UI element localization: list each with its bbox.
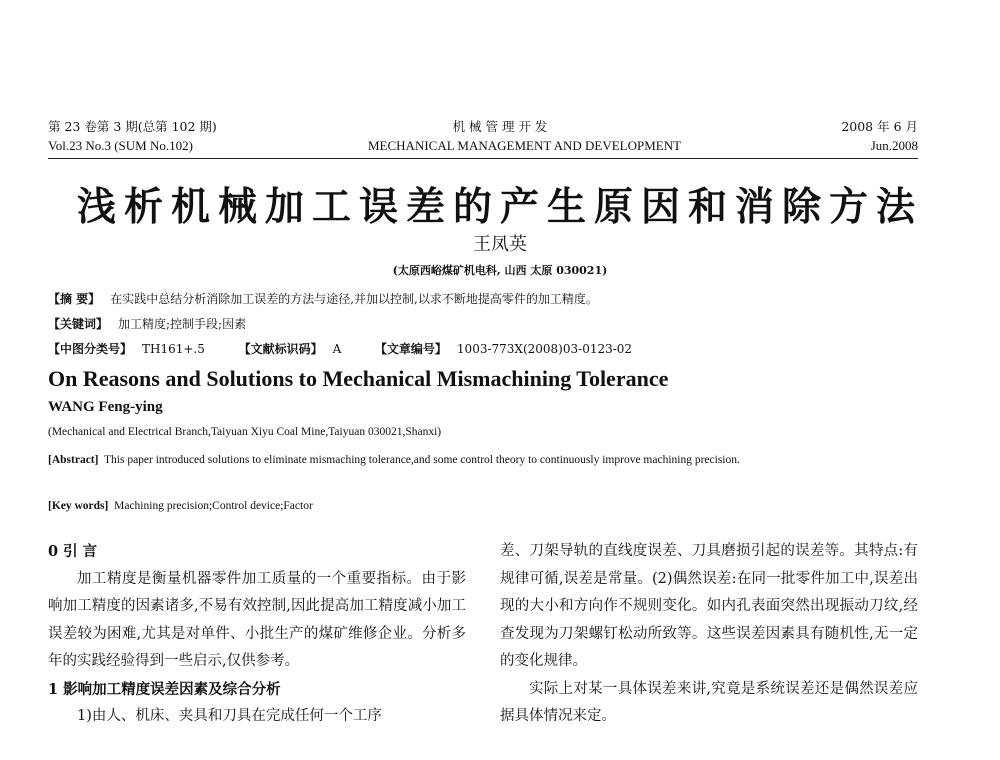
journal-issue-en: Vol.23 No.3 (SUM No.102): [48, 138, 193, 153]
keywords-cn-text: 加工精度;控制手段;因素: [118, 317, 247, 331]
section-1-paragraph: 1)由人、机床、夹具和刀具在完成任何一个工序: [77, 708, 382, 724]
article-no-value: 1003-773X(2008)03-0123-02: [456, 342, 633, 356]
keywords-en: [48, 500, 313, 512]
keywords-cn-label: 【关键词】: [48, 317, 109, 331]
header-rule: [48, 158, 918, 159]
body-left-column: [48, 538, 466, 731]
clc-label: 【中图分类号】: [48, 342, 133, 356]
right-paragraph-1: 差、刀架导轨的直线度误差、刀具磨损引起的误差等。其特点:有规律可循,误差是常量。(2)偶然误差:在同一批零件加工中,误差出现的大小和方向作不规则变化。如内孔表面突然出现振动刀纹,经查发现为刀架螺钉松动所致等。这些误差因素具有随机性,无一定的变化规律。: [500, 543, 918, 669]
abstract-cn-text: 在实践中总结分析消除加工误差的方法与途径,并加以控制,以求不断地提高零件的加工精度。: [110, 292, 598, 306]
section-0-heading: 0 引 言: [48, 543, 98, 560]
body-right-column: [500, 538, 918, 731]
abstract-en: [48, 448, 918, 472]
journal-issue-cn: 第 23 卷第 3 期(总第 102 期): [48, 119, 217, 134]
section-1-heading: 1 影响加工精度误差因素及综合分析: [48, 680, 281, 698]
keywords-en-text: Machining precision;Control device;Factor: [114, 500, 313, 512]
paper-title-en: On Reasons and Solutions to Mechanical Mismachining Tolerance: [48, 366, 669, 391]
doc-code-label: 【文献标识码】: [238, 342, 323, 356]
journal-date-cn: 2008 年 6 月: [841, 119, 918, 134]
keywords-en-label: [Key words]: [48, 500, 109, 512]
journal-date-en: Jun.2008: [870, 138, 918, 153]
abstract-en-text: This paper introduced solutions to eliminate mismaching tolerance,and some control theory to continuously improve machining precision.: [104, 454, 740, 466]
abstract-en-label: [Abstract]: [48, 454, 99, 466]
journal-name-cn: 机 械 管 理 开 发: [452, 119, 548, 134]
paper-title-cn: 浅析机械加工误差的产生原因和消除方法: [76, 184, 923, 230]
abstract-cn-label: 【摘 要】: [48, 292, 101, 306]
clc-value: TH161+.5: [142, 342, 205, 356]
classification-line: [48, 340, 632, 357]
article-no-label: 【文章编号】: [374, 342, 447, 356]
abstract-cn: [48, 290, 598, 307]
section-0-paragraph: 加工精度是衡量机器零件加工质量的一个重要指标。由于影响加工精度的因素诸多,不易有效控制,因此提高加工精度减小加工误差较为困难,尤其是对单件、小批生产的煤矿维修企业。分析多年的实践经验得到一些启示,仅供参考。: [48, 570, 466, 669]
right-paragraph-2: 实际上对某一具体误差来讲,究竟是系统误差还是偶然误差应据具体情况来定。: [500, 680, 918, 724]
author-en: WANG Feng-ying: [48, 399, 163, 415]
affiliation-cn: (太原西峪煤矿机电科, 山西 太原 030021): [392, 264, 608, 277]
affiliation-en: (Mechanical and Electrical Branch,Taiyuan Xiyu Coal Mine,Taiyuan 030021,Shanxi): [48, 426, 442, 438]
journal-name-en: MECHANICAL MANAGEMENT AND DEVELOPMENT: [368, 138, 682, 153]
keywords-cn: [48, 315, 246, 332]
author-cn: 王凤英: [473, 234, 527, 255]
doc-code-value: A: [332, 342, 342, 356]
